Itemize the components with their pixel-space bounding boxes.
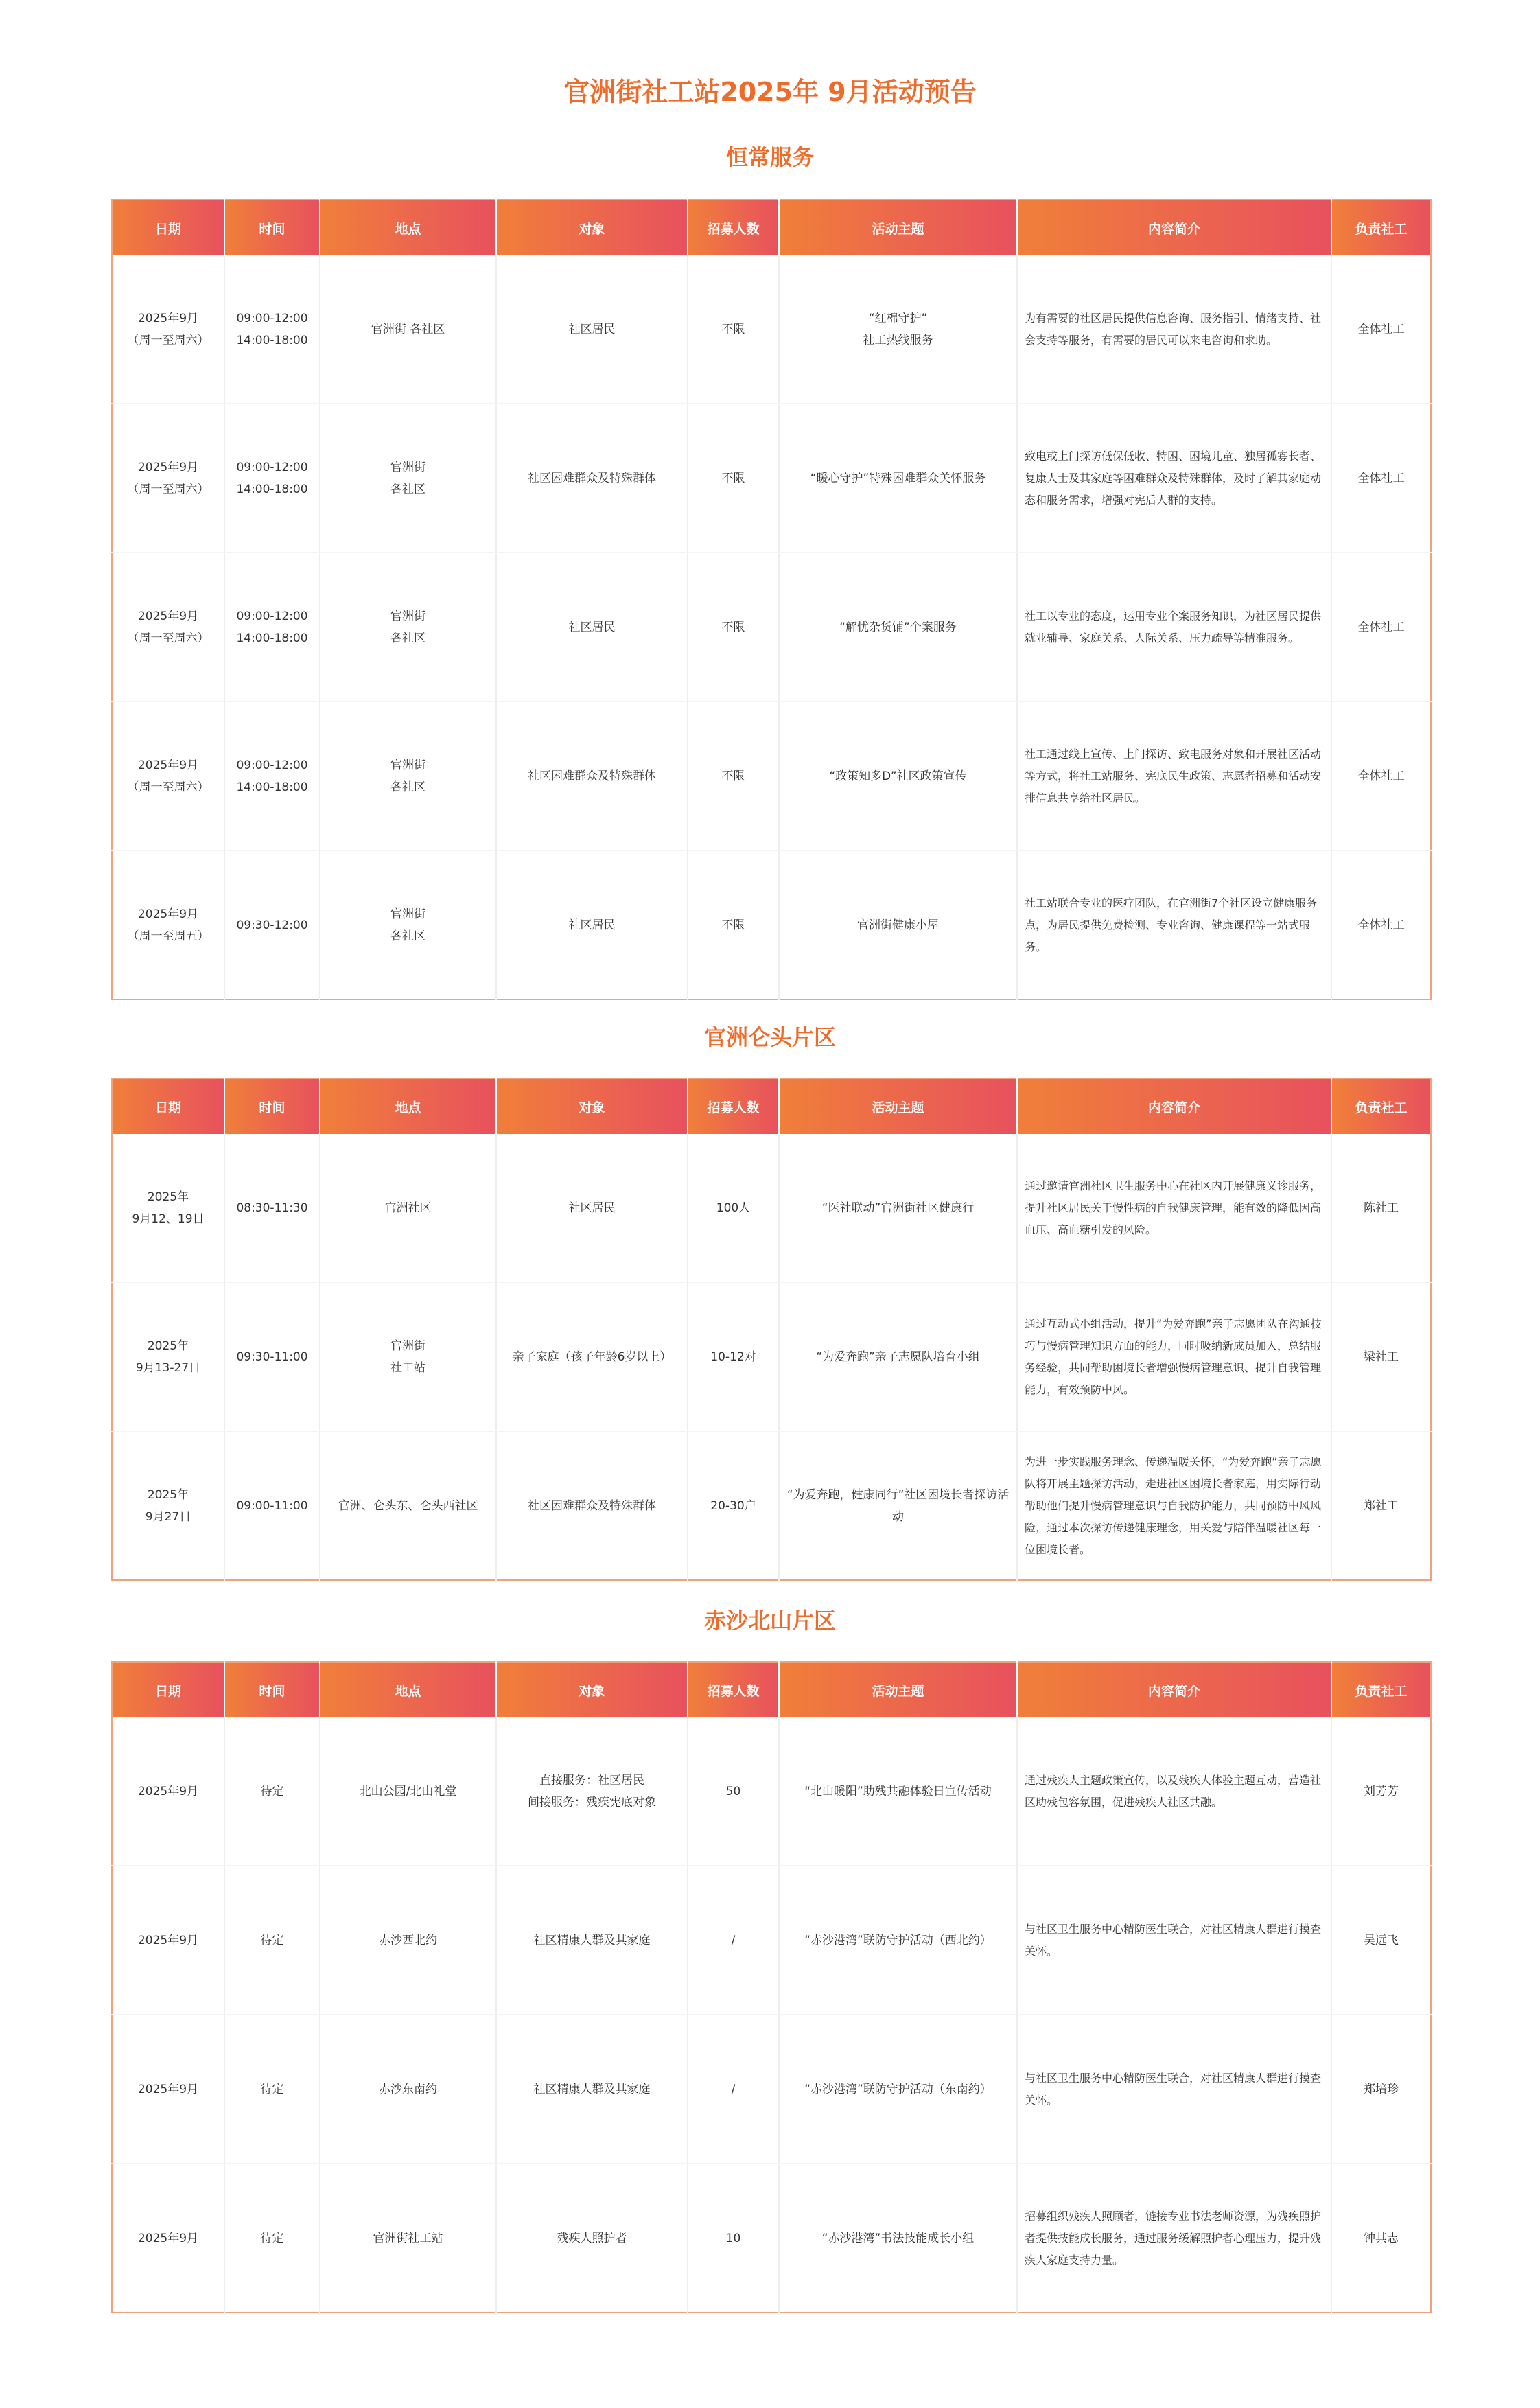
date-cell: 2025年 9月12、19日 — [112, 1134, 224, 1282]
table-header-row — [112, 200, 1431, 255]
desc-cell: 社工以专业的态度，运用专业个案服务知识，为社区居民提供就业辅导、家庭关系、人际关系、压力疏导等精准服务。 — [1017, 553, 1331, 702]
table-row — [112, 404, 1431, 553]
desc-cell: 与社区卫生服务中心精防医生联合，对社区精康人群进行摸查关怀。 — [1017, 1866, 1331, 2015]
header-count: 招募人数 — [688, 200, 779, 255]
time-cell: 09:30-12:00 — [224, 850, 320, 999]
table-row — [112, 2164, 1431, 2313]
section-title-guanzhou-luntou: 官洲仑头片区 — [703, 1024, 836, 1050]
worker-cell: 全体社工 — [1331, 255, 1431, 404]
worker-cell: 钟其志 — [1364, 2231, 1399, 2245]
target-cell: 社区困难群众及特殊群体 — [496, 1431, 688, 1580]
header-target: 对象 — [496, 1662, 688, 1717]
worker-cell: 郑社工 — [1364, 1498, 1399, 1513]
header-theme: 活动主题 — [779, 1078, 1017, 1134]
count-cell: 20-30户 — [688, 1431, 779, 1580]
target-cell: 社区居民 — [496, 1134, 688, 1282]
worker-cell: 刘芳芳 — [1331, 1717, 1431, 1866]
count-cell: 50 — [688, 1717, 779, 1866]
header-theme: 活动主题 — [779, 1662, 1017, 1717]
header-time: 时间 — [224, 1662, 320, 1717]
worker-cell: 全体社工 — [1331, 553, 1431, 702]
place-cell: 官洲街 社工站 — [320, 1282, 496, 1431]
section-title-regular-services: 恒常服务 — [725, 144, 814, 170]
count-cell: 10-12对 — [688, 1282, 779, 1431]
target-cell: 社区居民 — [496, 553, 688, 702]
table-header-row — [112, 1078, 1431, 1134]
target-cell: 残疾人照护者 — [496, 2164, 688, 2313]
header-desc: 内容简介 — [1017, 1078, 1331, 1134]
time-cell: 待定 — [224, 2015, 320, 2164]
time-cell: 09:00-11:00 — [224, 1431, 320, 1580]
target-cell: 社区居民 — [496, 850, 688, 999]
count-cell: 不限 — [688, 850, 779, 999]
table-row — [112, 1866, 1431, 2015]
theme-cell: “为爱奔跑”亲子志愿队培育小组 — [779, 1282, 1017, 1431]
target-cell: 亲子家庭（孩子年龄6岁以上） — [496, 1282, 688, 1431]
desc-cell: 为有需要的社区居民提供信息咨询、服务指引、情绪支持、社会支持等服务，有需要的居民可以来电咨询和求助。 — [1017, 255, 1331, 404]
target-cell: 社区困难群众及特殊群体 — [496, 702, 688, 850]
table-header-row — [112, 1662, 1431, 1717]
desc-cell: 社工站联合专业的医疗团队，在官洲街7个社区设立健康服务点，为居民提供免费检测、专业咨询、健康课程等一站式服务。 — [1017, 850, 1331, 999]
place-cell: 赤沙西北约 — [320, 1866, 496, 2015]
count-cell: 100人 — [688, 1134, 779, 1282]
worker-cell: 全体社工 — [1331, 702, 1431, 850]
count-cell: / — [688, 2015, 779, 2164]
table-row — [112, 255, 1431, 404]
table-row — [112, 850, 1431, 999]
place-cell: 官洲街 各社区 — [320, 553, 496, 702]
target-cell: 直接服务：社区居民 间接服务：残疾宪底对象 — [496, 1717, 688, 1866]
time-cell: 09:00-12:00 14:00-18:00 — [224, 702, 320, 850]
target-cell: 社区困难群众及特殊群体 — [496, 404, 688, 553]
time-cell: 09:00-12:00 14:00-18:00 — [224, 404, 320, 553]
table-row — [112, 702, 1431, 850]
desc-cell: 社工通过线上宣传、上门探访、致电服务对象和开展社区活动等方式，将社工站服务、宪底民生政策、志愿者招募和活动安排信息共享给社区居民。 — [1017, 702, 1331, 850]
count-cell: 不限 — [688, 404, 779, 553]
worker-cell: 全体社工 — [1357, 918, 1405, 932]
desc-cell: 通过残疾人主题政策宣传，以及残疾人体验主题互动，营造社区助残包容氛围，促进残疾人社区共融。 — [1017, 1717, 1331, 1866]
date-cell: 2025年9月 （周一至周六） — [112, 404, 224, 553]
theme-cell: “赤沙港湾”书法技能成长小组 — [779, 2164, 1017, 2313]
header-worker: 负责社工 — [1331, 200, 1431, 255]
time-cell: 09:00-12:00 14:00-18:00 — [224, 255, 320, 404]
time-cell: 待定 — [224, 1866, 320, 2015]
schedule-table-guanzhou-luntou — [111, 1078, 1432, 1581]
desc-cell: 致电或上门探访低保低收、特困、困境儿童、独居孤寡长者、复康人士及其家庭等困难群众及特殊群体，及时了解其家庭动态和服务需求，增强对宪后人群的支持。 — [1017, 404, 1331, 553]
header-time: 时间 — [224, 1078, 320, 1134]
place-cell: 官洲街 各社区 — [320, 850, 496, 999]
target-cell: 社区精康人群及其家庭 — [496, 2015, 688, 2164]
time-cell: 待定 — [224, 2164, 320, 2313]
date-cell: 2025年 9月27日 — [112, 1431, 224, 1580]
table-row — [112, 553, 1431, 702]
header-place: 地点 — [320, 200, 496, 255]
header-date: 日期 — [112, 200, 224, 255]
worker-cell: 梁社工 — [1331, 1282, 1431, 1431]
worker-cell: 吴远飞 — [1331, 1866, 1431, 2015]
place-cell: 官洲社区 — [320, 1134, 496, 1282]
theme-cell: “赤沙港湾”联防守护活动（西北约） — [779, 1866, 1017, 2015]
table-row — [112, 1282, 1431, 1431]
theme-cell: “暖心守护”特殊困难群众关怀服务 — [779, 404, 1017, 553]
theme-cell: “解忧杂货铺”个案服务 — [779, 553, 1017, 702]
time-cell: 09:30-11:00 — [224, 1282, 320, 1431]
desc-cell: 招募组织残疾人照顾者，链接专业书法老师资源，为残疾照护者提供技能成长服务，通过服务缓解照护者心理压力，提升残疾人家庭支持力量。 — [1017, 2164, 1331, 2313]
theme-cell: “北山暖阳”助残共融体验日宣传活动 — [779, 1717, 1017, 1866]
section-title-chisha-beishan: 赤沙北山片区 — [703, 1608, 836, 1634]
place-cell: 官洲街社工站 — [320, 2164, 496, 2313]
schedule-table-regular-services — [111, 199, 1432, 1000]
header-date: 日期 — [112, 1078, 224, 1134]
table-row — [112, 1431, 1431, 1580]
header-theme: 活动主题 — [779, 200, 1017, 255]
target-cell: 社区居民 — [496, 255, 688, 404]
place-cell: 官洲、仑头东、仑头西社区 — [320, 1431, 496, 1580]
time-cell: 08:30-11:30 — [224, 1134, 320, 1282]
worker-cell: 全体社工 — [1331, 404, 1431, 553]
time-cell: 待定 — [224, 1717, 320, 1866]
place-cell: 官洲街 各社区 — [320, 255, 496, 404]
date-cell: 2025年9月 （周一至周五） — [112, 850, 224, 999]
place-cell: 官洲街 各社区 — [320, 702, 496, 850]
table-row — [112, 1134, 1431, 1282]
date-cell: 2025年9月 （周一至周六） — [112, 553, 224, 702]
table-row — [112, 2015, 1431, 2164]
header-count: 招募人数 — [688, 1662, 779, 1717]
date-cell: 2025年9月 （周一至周六） — [112, 702, 224, 850]
desc-cell: 通过互动式小组活动，提升“为爱奔跑”亲子志愿团队在沟通技巧与慢病管理知识方面的能力，同时吸纳新成员加入，总结服务经验，共同帮助困境长者增强慢病管理意识、提升自我管理能力，有效预防中风。 — [1017, 1282, 1331, 1431]
header-worker: 负责社工 — [1331, 1662, 1431, 1717]
target-cell: 社区精康人群及其家庭 — [496, 1866, 688, 2015]
place-cell: 官洲街 各社区 — [320, 404, 496, 553]
count-cell: 10 — [688, 2164, 779, 2313]
theme-cell: “为爱奔跑，健康同行”社区困境长者探访活动 — [779, 1431, 1017, 1580]
count-cell: 不限 — [688, 255, 779, 404]
theme-cell: “医社联动”官洲街社区健康行 — [779, 1134, 1017, 1282]
header-desc: 内容简介 — [1017, 200, 1331, 255]
page-title: 官洲街社工站2025年 9月活动预告 — [563, 77, 977, 107]
theme-cell: “红棉守护” 社工热线服务 — [779, 255, 1017, 404]
header-date: 日期 — [112, 1662, 224, 1717]
header-target: 对象 — [496, 200, 688, 255]
date-cell: 2025年9月 （周一至周六） — [112, 255, 224, 404]
table-row — [112, 1717, 1431, 1866]
header-count: 招募人数 — [688, 1078, 779, 1134]
date-cell: 2025年 9月13-27日 — [112, 1282, 224, 1431]
header-desc: 内容简介 — [1017, 1662, 1331, 1717]
header-target: 对象 — [496, 1078, 688, 1134]
header-place: 地点 — [320, 1078, 496, 1134]
date-cell: 2025年9月 — [112, 1717, 224, 1866]
time-cell: 09:00-12:00 14:00-18:00 — [224, 553, 320, 702]
theme-cell: 官洲街健康小屋 — [779, 850, 1017, 999]
desc-cell: 通过邀请官洲社区卫生服务中心在社区内开展健康义诊服务，提升社区居民关于慢性病的自我健康管理，能有效的降低因高血压、高血糖引发的风险。 — [1017, 1134, 1331, 1282]
worker-cell: 陈社工 — [1331, 1134, 1431, 1282]
place-cell: 赤沙东南约 — [320, 2015, 496, 2164]
place-cell: 北山公园/北山礼堂 — [320, 1717, 496, 1866]
theme-cell: “政策知多D”社区政策宣传 — [779, 702, 1017, 850]
desc-cell: 与社区卫生服务中心精防医生联合，对社区精康人群进行摸查关怀。 — [1017, 2015, 1331, 2164]
worker-cell: 郑培珍 — [1331, 2015, 1431, 2164]
header-time: 时间 — [224, 200, 320, 255]
desc-cell: 为进一步实践服务理念、传递温暖关怀，“为爱奔跑”亲子志愿队将开展主题探访活动，走进社区困境长者家庭，用实际行动帮助他们提升慢病管理意识与自我防护能力，共同预防中风风险，通过本次探访传递健康理念，用关爱与陪伴温暖社区每一位困境长者。 — [1017, 1431, 1331, 1580]
theme-cell: “赤沙港湾”联防守护活动（东南约） — [779, 2015, 1017, 2164]
schedule-table-chisha-beishan — [111, 1661, 1432, 2313]
count-cell: / — [688, 1866, 779, 2015]
header-worker: 负责社工 — [1331, 1078, 1431, 1134]
date-cell: 2025年9月 — [112, 1866, 224, 2015]
count-cell: 不限 — [688, 553, 779, 702]
header-place: 地点 — [320, 1662, 496, 1717]
date-cell: 2025年9月 — [112, 2164, 224, 2313]
count-cell: 不限 — [688, 702, 779, 850]
date-cell: 2025年9月 — [112, 2015, 224, 2164]
